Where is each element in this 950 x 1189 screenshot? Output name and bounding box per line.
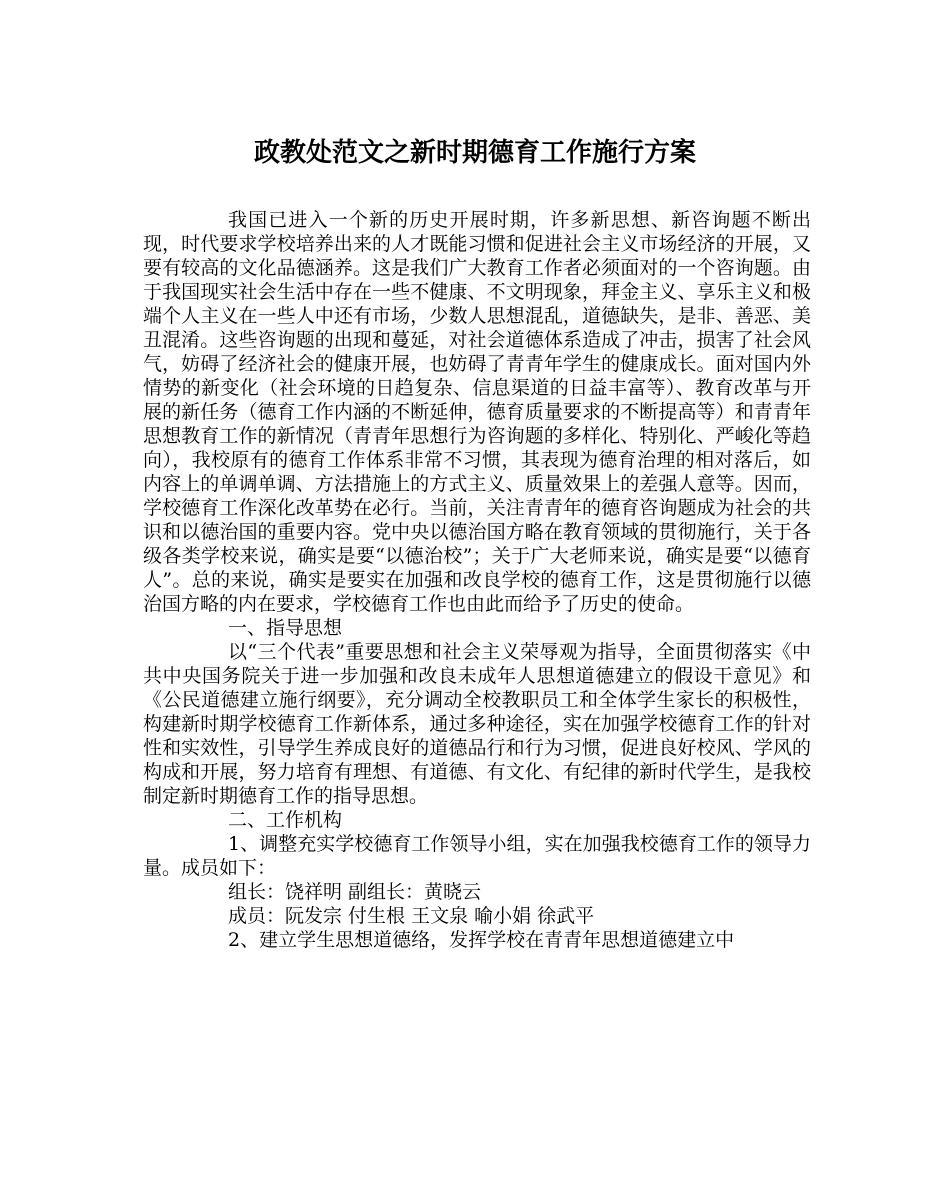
paragraph-intro: 我国已进入一个新的历史开展时期，许多新思想、新咨询题不断出现，时代要求学校培养出来的人才既能习惯和促进社会主义市场经济的开展，又要有较高的文化品德涵养。这是我们广大教育工作者必须面对的一个咨询题。由于我国现实社会生活中存在一些不健康、不文明现象，拜金主义、享乐主义和极端个人主义在一些人中还有市场，少数人思想混乱，道德缺失，是非、善恶、美丑混淆。这些咨询题的出现和蔓延，对社会道德体系造成了冲击，损害了社会风气，妨碍了经济社会的健康开展，也妨碍了青青年学生的健康成长。面对国内外情势的新变化（社会环境的日趋复杂、信息渠道的日益丰富等）、教育改革与开展的新任务（德育工作内涵的不断延伸，德育质量要求的不断提高等）和青青年思想教育工作的新情况（青青年思想行为咨询题的多样化、特别化、严峻化等趋向），我校原有的德育工作体系非常不习惯，其表现为德育治理的相对落后，如内容上的单调单调、方法措施上的方式主义、质量效果上的差强人意等。因而，学校德育工作深化改革势在必行。当前，关注青青年的德育咨询题成为社会的共识和以德治国的重要内容。党中央以德治国方略在教育领域的贯彻施行，关于各级各类学校来说，确实是要“以德治校”；关于广大老师来说，确实是要“以德育人”。总的来说，确实是要实在加强和改良学校的德育工作，这是贯彻施行以德治国方略的内在要求，学校德育工作也由此而给予了历史的使命。 bbox=[143, 209, 811, 615]
paragraph-members: 成员：阮发宗 付生根 王文泉 喻小娟 徐武平 bbox=[228, 905, 595, 927]
paragraph-item-1: 1、调整充实学校德育工作领导小组，实在加强我校德育工作的领导力量。成员如下： bbox=[143, 833, 811, 879]
paragraph-leaders: 组长：饶祥明 副组长：黄晓云 bbox=[228, 881, 482, 903]
section-heading-guiding-ideology: 一、指导思想 bbox=[228, 617, 343, 639]
paragraph-guiding-ideology: 以“三个代表”重要思想和社会主义荣辱观为指导，全面贯彻落实《中共中央国务院关于进一步加强和改良未成年人思想道德建立的假设干意见》和《公民道德建立施行纲要》，充分调动全校教职员工和全体学生家长的积极性，构建新时期学校德育工作新体系，通过多种途径，实在加强学校德育工作的针对性和实效性，引导学生养成良好的道德品行和行为习惯，促进良好校风、学风的构成和开展，努力培育有理想、有道德、有文化、有纪律的新时代学生，是我校制定新时期德育工作的指导思想。 bbox=[143, 641, 811, 807]
document-body bbox=[143, 208, 811, 952]
section-heading-work-organization: 二、工作机构 bbox=[228, 809, 343, 831]
document-title: 政教处范文之新时期德育工作施行方案 bbox=[253, 138, 696, 168]
paragraph-item-2: 2、建立学生思想道德络，发挥学校在青青年思想道德建立中 bbox=[228, 929, 735, 951]
